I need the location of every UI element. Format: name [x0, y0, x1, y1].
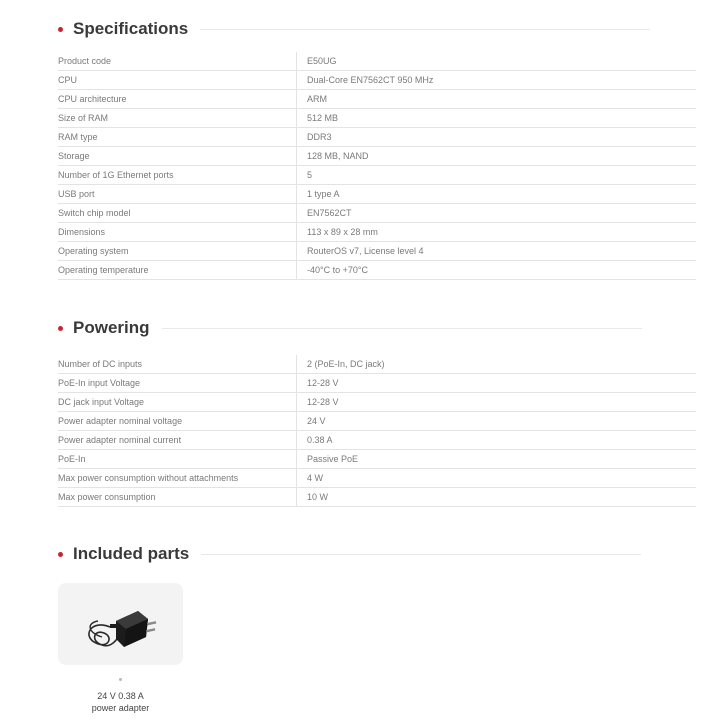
section-bullet	[58, 552, 63, 557]
spec-row	[58, 393, 696, 412]
spec-row	[58, 166, 696, 185]
spec-value: 12-28 V	[297, 374, 697, 393]
spec-label: RAM type	[58, 128, 297, 147]
spec-label: DC jack input Voltage	[58, 393, 297, 412]
spec-value: -40°C to +70°C	[297, 261, 697, 280]
section-divider	[162, 328, 642, 329]
section-divider	[201, 554, 641, 555]
powering-table	[58, 355, 696, 507]
included-part-card[interactable]	[58, 583, 183, 665]
spec-value: 512 MB	[297, 109, 697, 128]
spec-row	[58, 223, 696, 242]
spec-label: Max power consumption without attachments	[58, 469, 297, 488]
spec-value: 24 V	[297, 412, 697, 431]
spec-value: 128 MB, NAND	[297, 147, 697, 166]
section-bullet	[58, 27, 63, 32]
spec-value: 1 type A	[297, 185, 697, 204]
spec-row	[58, 412, 696, 431]
section-divider	[200, 29, 650, 30]
spec-row	[58, 204, 696, 223]
spec-value: 4 W	[297, 469, 697, 488]
spec-row	[58, 488, 696, 507]
spec-value: 0.38 A	[297, 431, 697, 450]
spec-label: Operating system	[58, 242, 297, 261]
spec-label: Product code	[58, 52, 297, 71]
spec-row	[58, 355, 696, 374]
section-title-included-parts: Included parts	[73, 544, 190, 563]
included-part-caption	[58, 690, 183, 714]
spec-value: E50UG	[297, 52, 697, 71]
spec-label: USB port	[58, 185, 297, 204]
spec-label: PoE-In	[58, 450, 297, 469]
spec-label: Switch chip model	[58, 204, 297, 223]
power-adapter-icon	[80, 597, 162, 653]
spec-label: Operating temperature	[58, 261, 297, 280]
spec-label: Size of RAM	[58, 109, 297, 128]
spec-row	[58, 185, 696, 204]
spec-value: Passive PoE	[297, 450, 697, 469]
spec-row	[58, 128, 696, 147]
spec-row	[58, 431, 696, 450]
specifications-header	[58, 17, 650, 41]
spec-value: EN7562CT	[297, 204, 697, 223]
spec-label: Power adapter nominal current	[58, 431, 297, 450]
spec-label: CPU	[58, 71, 297, 90]
spec-label: Dimensions	[58, 223, 297, 242]
spec-row	[58, 109, 696, 128]
spec-row	[58, 90, 696, 109]
spec-label: Max power consumption	[58, 488, 297, 507]
spec-label: Number of DC inputs	[58, 355, 297, 374]
powering-header	[58, 316, 642, 340]
spec-row	[58, 52, 696, 71]
spec-row	[58, 374, 696, 393]
spec-value: 10 W	[297, 488, 697, 507]
spec-value: ARM	[297, 90, 697, 109]
carousel-dot[interactable]	[119, 678, 122, 681]
spec-row	[58, 71, 696, 90]
section-bullet	[58, 326, 63, 331]
section-title-specifications: Specifications	[73, 19, 189, 38]
spec-label: Number of 1G Ethernet ports	[58, 166, 297, 185]
spec-value: Dual-Core EN7562CT 950 MHz	[297, 71, 697, 90]
spec-value: RouterOS v7, License level 4	[297, 242, 697, 261]
spec-value: DDR3	[297, 128, 697, 147]
spec-row	[58, 147, 696, 166]
included-parts-header	[58, 542, 641, 566]
spec-label: CPU architecture	[58, 90, 297, 109]
spec-row	[58, 261, 696, 280]
spec-label: PoE-In input Voltage	[58, 374, 297, 393]
spec-row	[58, 242, 696, 261]
part-caption-line1: 24 V 0.38 A	[97, 691, 144, 701]
spec-value: 2 (PoE-In, DC jack)	[297, 355, 697, 374]
spec-label: Power adapter nominal voltage	[58, 412, 297, 431]
spec-label: Storage	[58, 147, 297, 166]
spec-value: 5	[297, 166, 697, 185]
spec-row	[58, 469, 696, 488]
specifications-table	[58, 52, 696, 280]
spec-value: 12-28 V	[297, 393, 697, 412]
part-caption-line2: power adapter	[91, 703, 150, 713]
section-title-powering: Powering	[73, 318, 150, 337]
spec-row	[58, 450, 696, 469]
spec-value: 113 x 89 x 28 mm	[297, 223, 697, 242]
